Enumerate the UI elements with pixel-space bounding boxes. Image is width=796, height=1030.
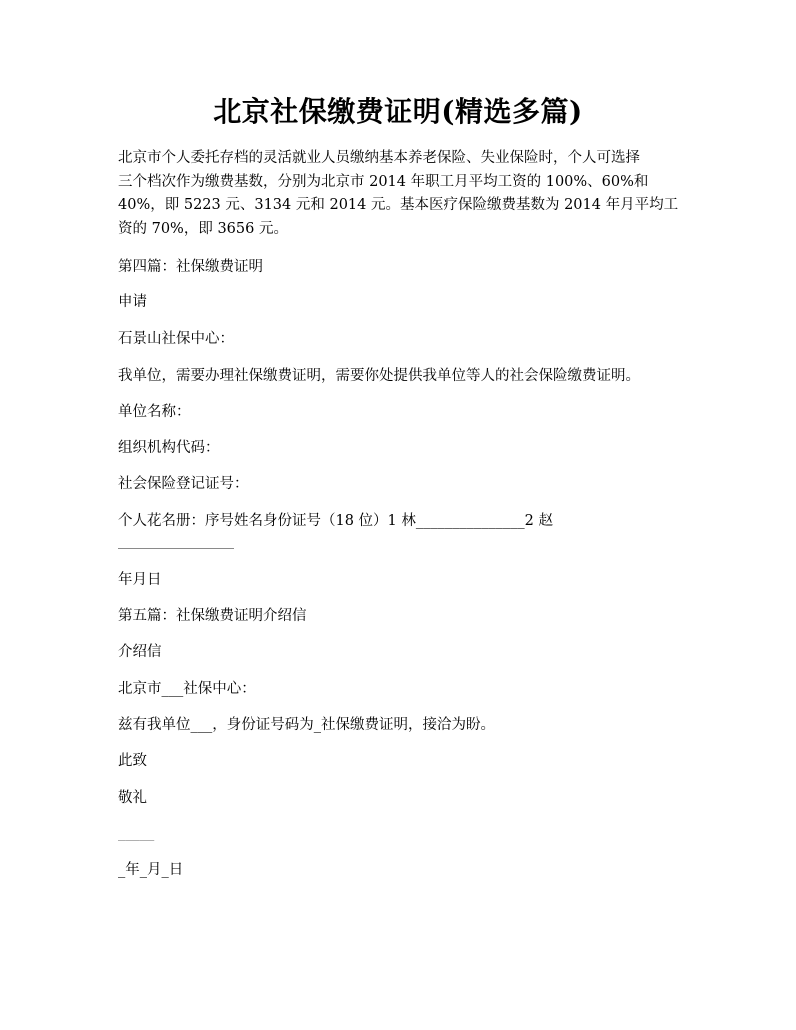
document-title: 北京社保缴费证明(精选多篇) [213,95,583,128]
letter-title: 介绍信 [118,644,162,660]
date-blank-line: _年_月_日 [118,862,184,878]
apply-label: 申请 [118,294,147,310]
signature-blank: _____ [118,825,155,841]
roster-underline [118,548,234,549]
roster-line: 个人花名册：序号姓名身份证号（18 位）1 林_______________2 赵 [118,513,553,529]
section5-heading: 第五篇：社保缴费证明介绍信 [118,608,307,624]
closing-line-1: 此致 [118,753,147,769]
insurance-reg-label: 社会保险登记证号： [118,476,249,492]
closing-line-2: 敬礼 [118,790,147,806]
section4-heading: 第四篇：社保缴费证明 [118,259,263,275]
letter-body: 兹有我单位___，身份证号码为_社保缴费证明，接洽为盼。 [118,717,495,733]
unit-name-label: 单位名称： [118,404,191,420]
intro-paragraph [118,147,683,241]
date-line: 年月日 [118,572,162,588]
org-code-label: 组织机构代码： [118,440,220,456]
recipient-line: 石景山社保中心： [118,331,234,347]
request-body: 我单位，需要办理社保缴费证明，需要你处提供我单位等人的社会保险缴费证明。 [118,368,640,384]
intro-line: 三个档次作为缴费基数，分别为北京市 2014 年职工月平均工资的 100%、60%和 [118,173,649,190]
intro-line: 北京市个人委托存档的灵活就业人员缴纳基本养老保险、失业保险时，个人可选择 [118,150,640,166]
intro-line: 资的 70%，即 3656 元。 [118,220,288,237]
intro-line: 40%，即 5223 元、3134 元和 2014 元。基本医疗保险缴费基数为 2014 年月平均工 [118,197,679,213]
letter-recipient: 北京市___社保中心： [118,681,256,697]
